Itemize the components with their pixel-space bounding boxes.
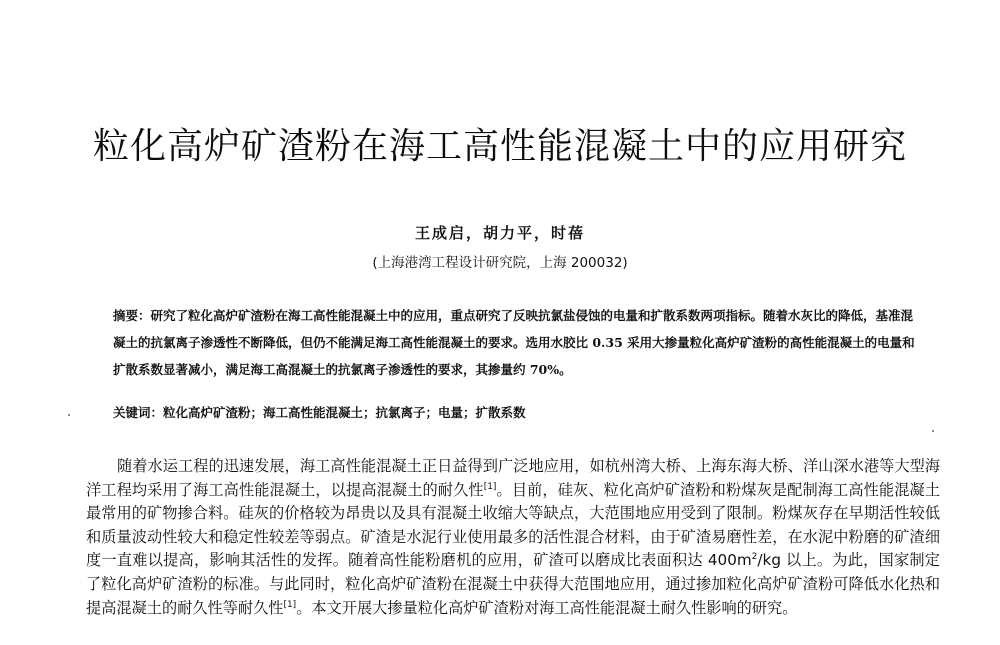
abstract-label: 摘要： [113, 308, 151, 323]
scan-speck [68, 414, 70, 416]
body-text-part: 。本文开展大掺量粒化高炉矿渣粉对海工高性能混凝土耐久性影响的研究。 [296, 598, 798, 617]
keywords-label: 关键词： [113, 405, 164, 420]
citation-ref: [1] [283, 599, 297, 610]
scan-speck [932, 430, 934, 432]
body-text-part: /kg 以上。为此，国家制定了粒化高炉矿渣粉的标准。与此同时，粒化高炉矿渣粉在混凝土中获得大范围地应用，通过掺加粒化高炉矿渣粉可降低水化热和提高混凝土的耐久性等耐久性 [86, 551, 940, 617]
body-text-part: 随着水运工程的迅速发展，海工高性能混凝土正日益得到广泛地应用，如杭州湾大桥、上海东海大桥、洋山深水港等大型海洋工程均采用了海工高性能混凝土，以提高混凝土的耐久性 [86, 457, 940, 499]
paper-title: 粒化高炉矿渣粉在海工高性能混凝土中的应用研究 [92, 126, 907, 167]
citation-ref: [1] [483, 481, 497, 492]
author-list: 王成启，胡力平，时蓓 [414, 224, 585, 242]
body-text-part: 。目前，硅灰、粒化高炉矿渣粉和粉煤灰是配制海工高性能混凝土最常用的矿物掺合料。硅灰的价格较为昂贵以及具有混凝土收缩大等缺点，大范围地应用受到了限制。粉煤灰存在早期活性较低和质量波动性较大和稳定性较差等弱点。矿渣是水泥行业使用最多的活性混合材料，由于矿渣易磨性差，在水泥中粉磨的矿渣细度一直难以提高，影响其活性的发挥。随着高性能粉磨机的应用，矿渣可以磨成比表面积达 400m [86, 480, 941, 570]
body-paragraph [86, 455, 940, 620]
keywords-block [113, 403, 923, 421]
abstract-block [113, 302, 923, 383]
abstract-text: 研究了粒化高炉矿渣粉在海工高性能混凝土中的应用，重点研究了反映抗氯盐侵蚀的电量和扩散系数两项指标。随着水灰比的降低，基准混凝土的抗氯离子渗透性不断降低，但仍不能满足海工高性能混凝土的要求。选用水胶比 0.35 采用大掺量粒化高炉矿渣粉的高性能混凝土的电量和扩散系数显著减小，满足海工高混凝土的抗氯离子渗透性的要求，其掺量约 70%。 [113, 308, 915, 377]
unit-exponent: 2 [751, 552, 758, 563]
author-affiliation: (上海港湾工程设计研究院，上海 200032) [372, 255, 628, 271]
keywords-text: 粒化高炉矿渣粉；海工高性能混凝土；抗氯离子；电量；扩散系数 [163, 405, 526, 420]
